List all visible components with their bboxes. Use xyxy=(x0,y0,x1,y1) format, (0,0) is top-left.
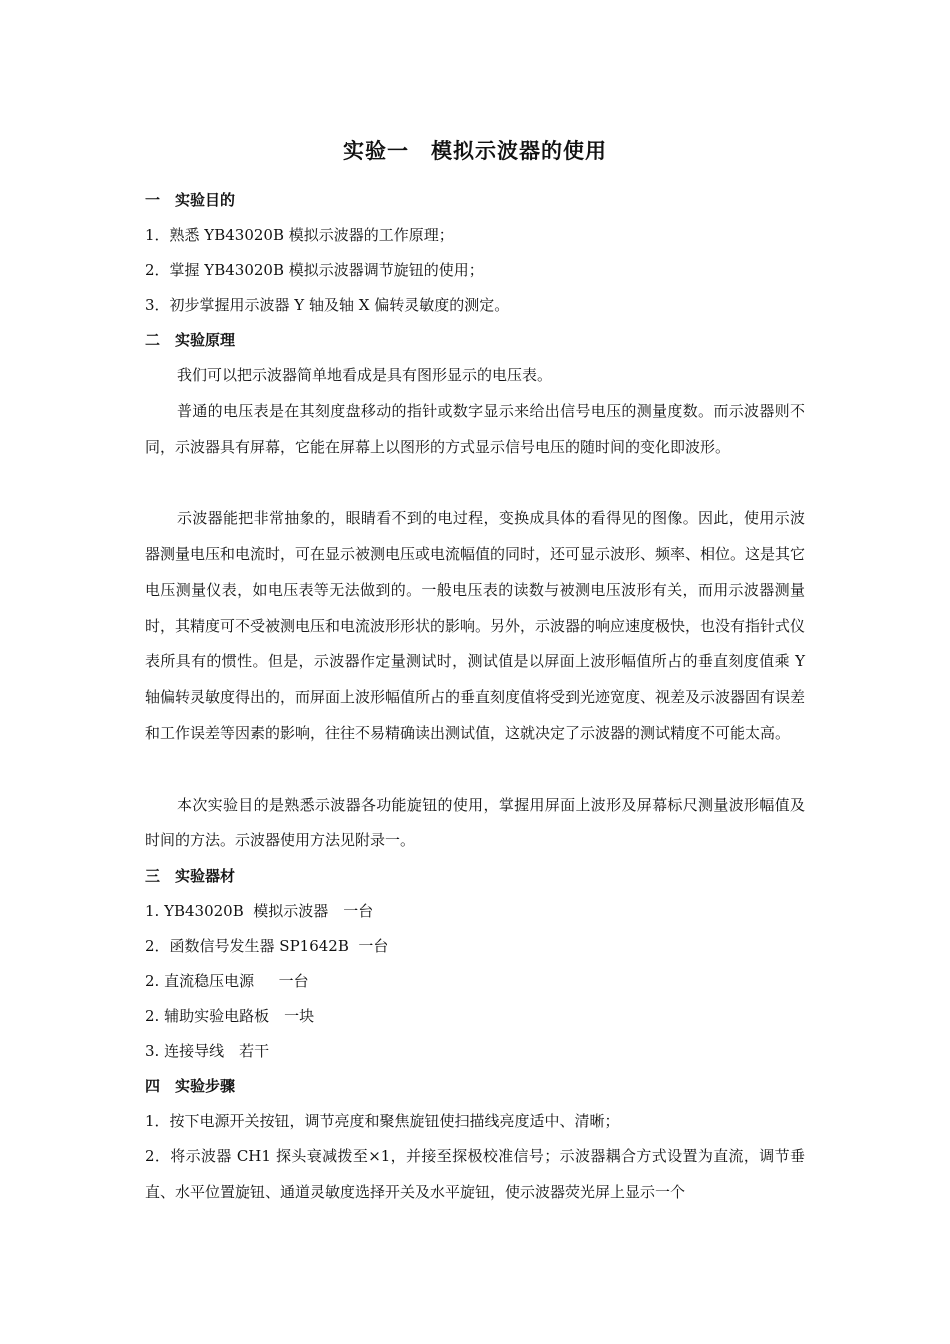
list-item: 2．函数信号发生器 SP1642B 一台 xyxy=(145,937,389,956)
section-heading-procedure: 四 实验步骤 xyxy=(145,1077,236,1096)
section-heading-objectives: 一 实验目的 xyxy=(145,191,236,209)
paragraph: 示波器能把非常抽象的，眼睛看不到的电过程，变换成具体的看得见的图像。因此，使用示波器测量电压和电流时，可在显示被测电压或电流幅值的同时，还可显示波形、频率、相位。这是其它电压测量仪表，如电压表等无法做到的。一般电压表的读数与被测电压波形有关，而用示波器测量时，其精度可不受被测电压和电流波形形状的影响。另外，示波器的响应速度极快，也没有指针式仪表所具有的惯性。但是，示波器作定量测试时，测试值是以屏面上波形幅值所占的垂直刻度值乘 Y 轴偏转灵敏度得出的，而屏面上波形幅值所占的垂直刻度值将受到光迹宽度、视差及示波器固有误差和工作误差等因素的影响，往往不易精确读出测试值，这就决定了示波器的测试精度不可能太高。 xyxy=(145,509,806,742)
list-item: 3．初步掌握用示波器 Y 轴及轴 X 偏转灵敏度的测定。 xyxy=(145,296,510,314)
list-item: 3. 连接导线 若干 xyxy=(145,1042,270,1061)
document-body xyxy=(145,183,805,1211)
list-item: 1．熟悉 YB43020B 模拟示波器的工作原理； xyxy=(145,226,454,244)
list-item: 2．掌握 YB43020B 模拟示波器调节旋钮的使用； xyxy=(145,261,484,279)
list-item: 2. 辅助实验电路板 一块 xyxy=(145,1007,315,1026)
document-title: 实验一 模拟示波器的使用 xyxy=(343,139,607,163)
list-item: 2. 直流稳压电源 一台 xyxy=(145,972,309,991)
paragraph: 本次实验目的是熟悉示波器各功能旋钮的使用，掌握用屏面上波形及屏幕标尺测量波形幅值及时间的方法。示波器使用方法见附录一。 xyxy=(145,795,805,850)
list-item: 1．按下电源开关按钮，调节亮度和聚焦旋钮使扫描线亮度适中、清晰； xyxy=(145,1112,620,1131)
section-heading-equipment: 三 实验器材 xyxy=(145,867,236,886)
paragraph: 我们可以把示波器简单地看成是具有图形显示的电压表。 xyxy=(177,366,553,384)
section-heading-principle: 二 实验原理 xyxy=(145,331,236,349)
list-item: 2．将示波器 CH1 探头衰减拨至×1，并接至探极校准信号；示波器耦合方式设置为直流，调节垂直、水平位置旋钮、通道灵敏度选择开关及水平旋钮，使示波器荧光屏上显示一个 xyxy=(145,1147,805,1201)
paragraph: 普通的电压表是在其刻度盘移动的指针或数字显示来给出信号电压的测量度数。而示波器则不同，示波器具有屏幕，它能在屏幕上以图形的方式显示信号电压的随时间的变化即波形。 xyxy=(145,401,805,456)
list-item: 1. YB43020B 模拟示波器 一台 xyxy=(145,902,374,921)
